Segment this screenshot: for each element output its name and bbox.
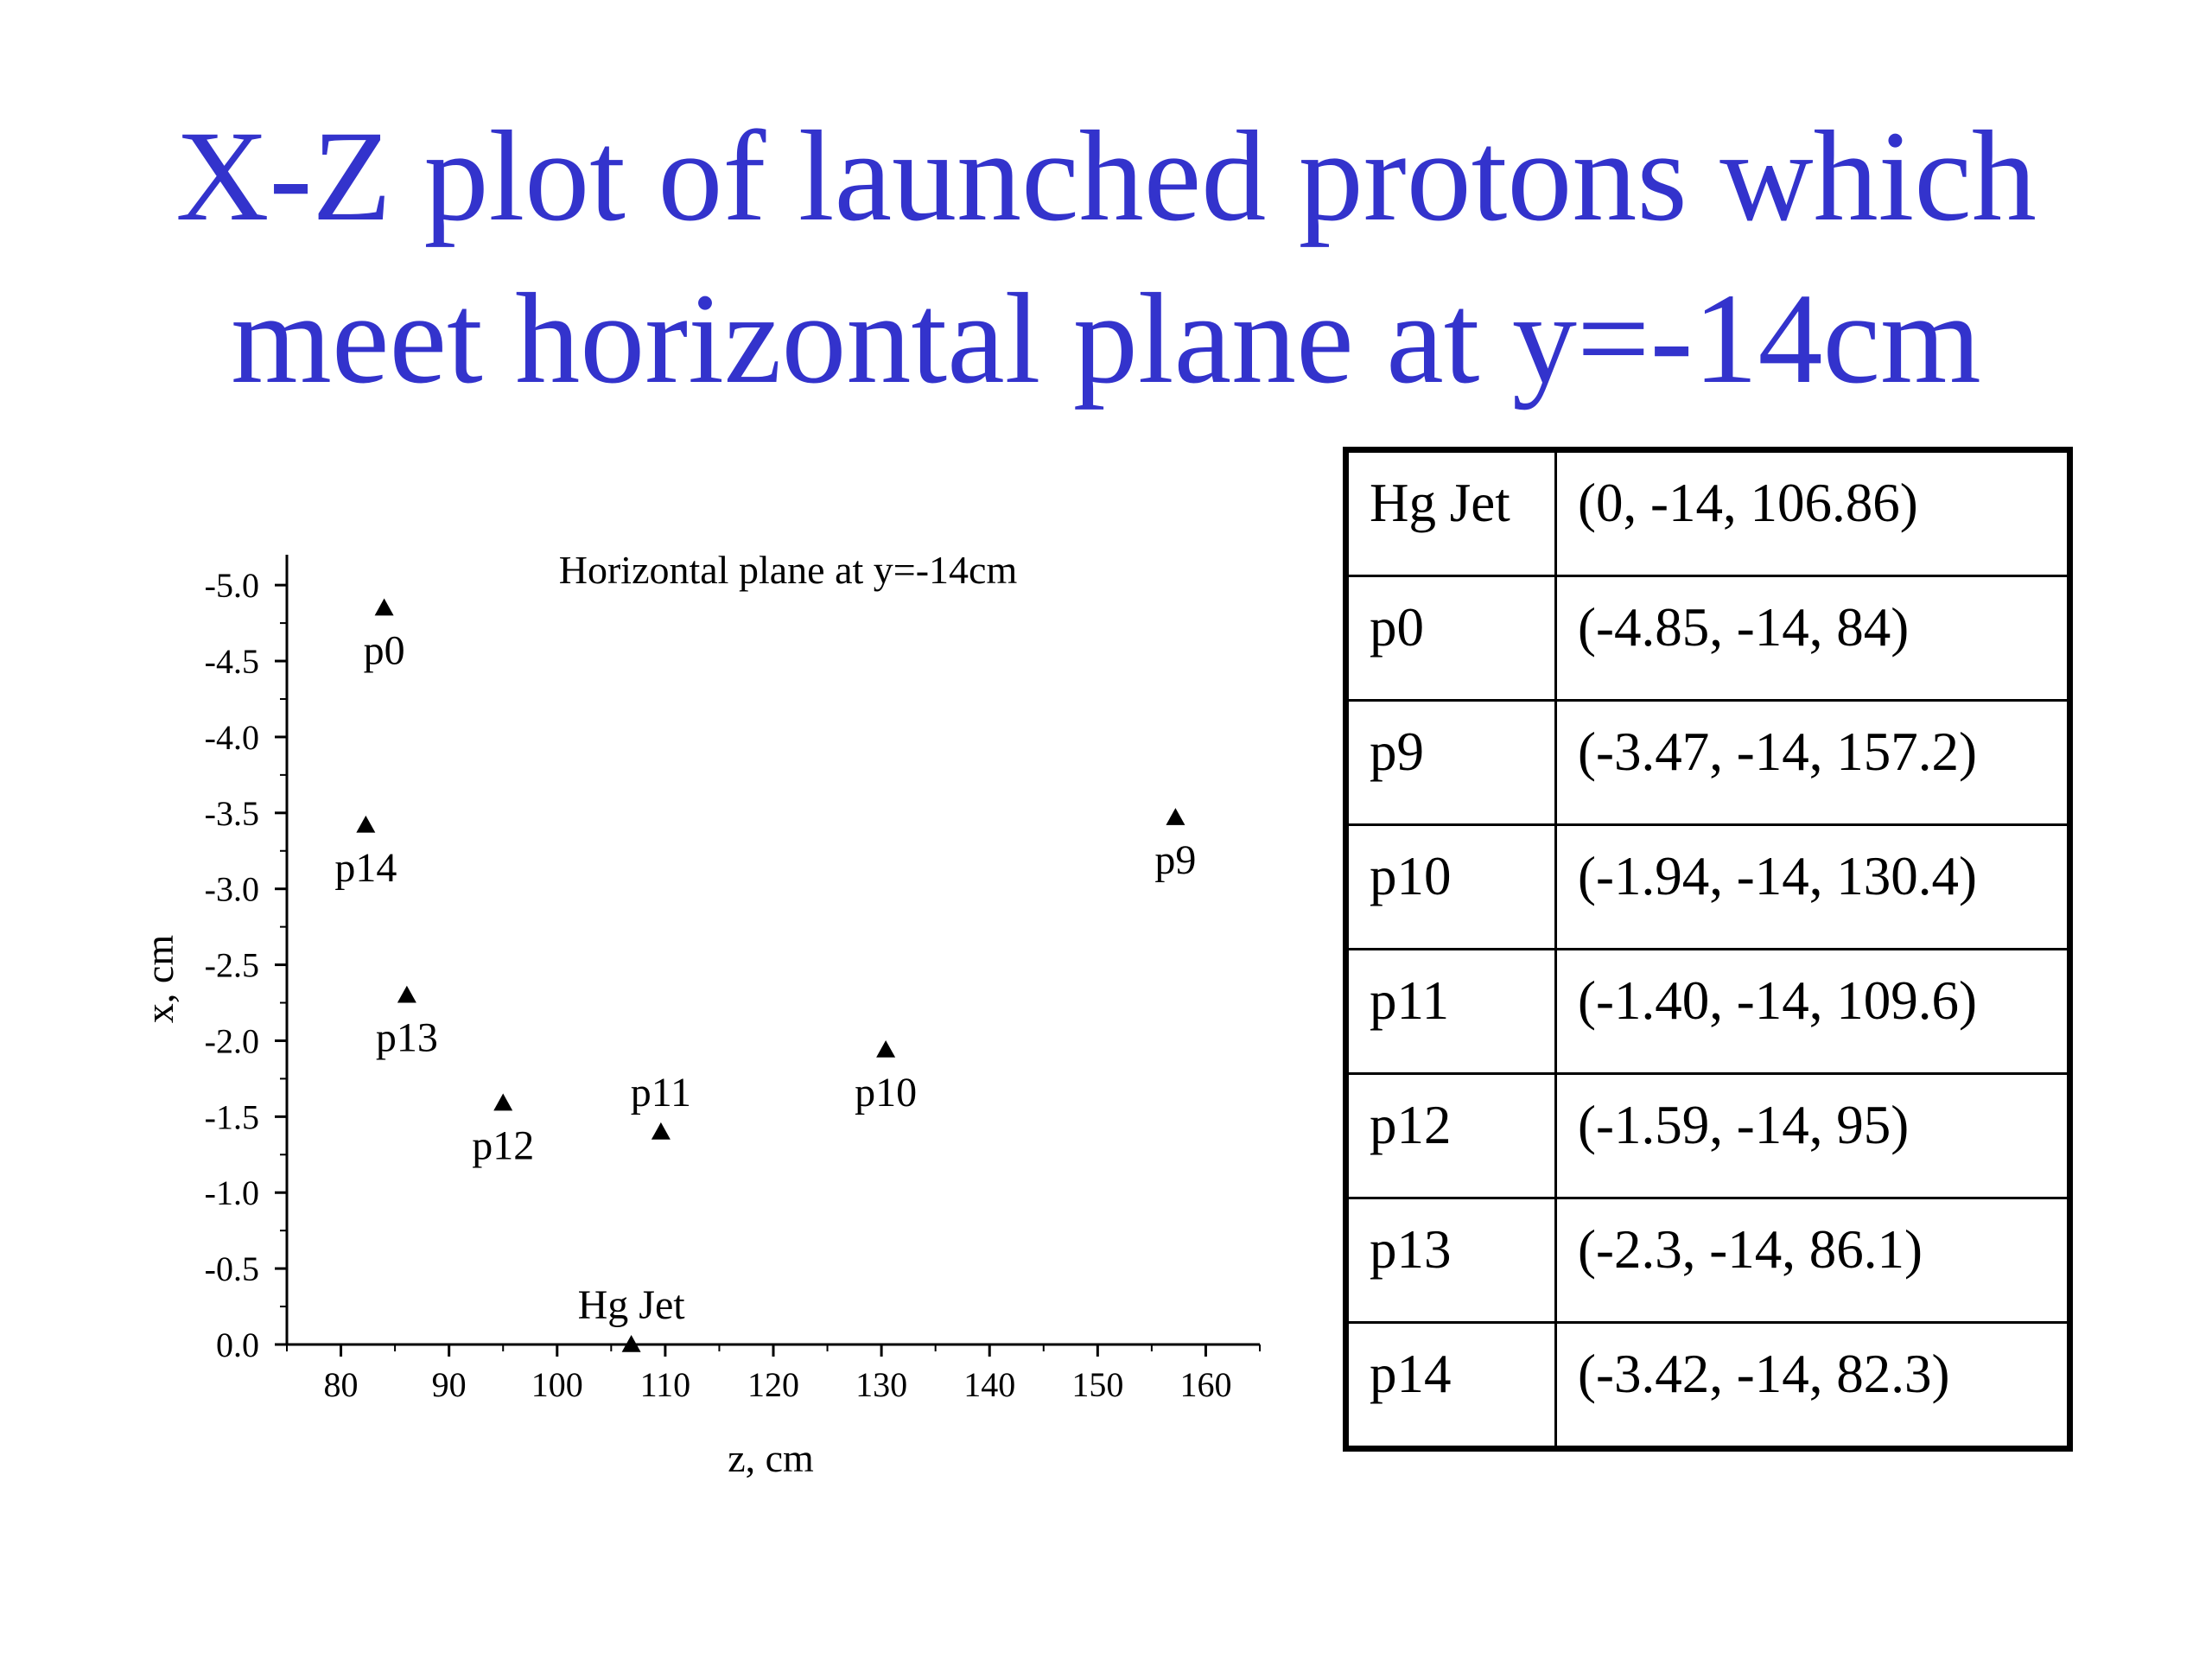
row-name-cell: p0 [1346, 576, 1556, 701]
y-tick-label: 0.0 [216, 1325, 259, 1364]
row-coords-cell: (-3.47, -14, 157.2) [1556, 701, 2070, 825]
data-point-label: p14 [334, 844, 397, 891]
table-row [1346, 576, 2070, 701]
row-coords-cell: (0, -14, 106.86) [1556, 450, 2070, 576]
slide-title-line-2: meet horizontal plane at y=-14cm [231, 267, 1981, 410]
row-coords-cell: (-4.85, -14, 84) [1556, 576, 2070, 701]
data-point-label: p9 [1154, 837, 1197, 884]
row-name-cell: p13 [1346, 1198, 1556, 1323]
data-point-label: p13 [375, 1014, 438, 1061]
plot-marks [334, 599, 1196, 1352]
data-point-marker [397, 986, 416, 1003]
y-tick-label: -4.5 [204, 642, 259, 682]
data-point-label: p0 [363, 627, 405, 674]
x-tick-label: 100 [531, 1365, 583, 1404]
y-tick-label: -1.0 [204, 1173, 259, 1213]
x-tick-label: 150 [1071, 1365, 1124, 1404]
x-tick-label: 130 [855, 1365, 908, 1404]
data-point-label: Hg Jet [577, 1282, 685, 1328]
x-axis-label: z, cm [728, 1436, 814, 1480]
data-point-marker [356, 816, 375, 833]
table-row [1346, 1074, 2070, 1198]
row-name-cell: Hg Jet [1346, 450, 1556, 576]
data-point-marker [1166, 808, 1185, 825]
data-point-marker [876, 1040, 895, 1058]
table-row [1346, 950, 2070, 1074]
row-name-cell: p10 [1346, 825, 1556, 950]
data-point-marker [493, 1094, 512, 1111]
row-coords-cell: (-2.3, -14, 86.1) [1556, 1198, 2070, 1323]
table-row [1346, 450, 2070, 576]
y-tick-label: -4.0 [204, 717, 259, 757]
chart-title: Horizontal plane at y=-14cm [558, 548, 1018, 592]
row-name-cell: p14 [1346, 1323, 1556, 1449]
data-point-label: p12 [472, 1122, 535, 1169]
row-coords-cell: (-1.40, -14, 109.6) [1556, 950, 2070, 1074]
plot-ticks [205, 566, 1260, 1404]
x-tick-label: 160 [1179, 1365, 1232, 1404]
table-row [1346, 1198, 2070, 1323]
slide-title-line-1: X-Z plot of launched protons which [175, 105, 2037, 248]
table-row [1346, 701, 2070, 825]
table-row [1346, 1323, 2070, 1449]
y-axis-label: x, cm [137, 934, 181, 1024]
row-name-cell: p12 [1346, 1074, 1556, 1198]
row-name-cell: p9 [1346, 701, 1556, 825]
data-point-marker [375, 599, 394, 616]
data-point-label: p10 [855, 1070, 918, 1116]
x-tick-label: 120 [747, 1365, 799, 1404]
plot-axes [287, 555, 1260, 1344]
x-tick-label: 80 [323, 1365, 359, 1404]
y-tick-label: -0.5 [204, 1249, 259, 1289]
y-tick-label: -5.0 [204, 566, 259, 606]
y-tick-label: -2.0 [204, 1021, 259, 1061]
row-coords-cell: (-3.42, -14, 82.3) [1556, 1323, 2070, 1449]
data-point-marker [652, 1122, 671, 1140]
x-tick-label: 110 [639, 1365, 691, 1404]
coordinates-table [1343, 447, 2073, 1452]
row-name-cell: p11 [1346, 950, 1556, 1074]
table-row [1346, 825, 2070, 950]
y-tick-label: -1.5 [204, 1097, 259, 1137]
x-tick-label: 90 [431, 1365, 467, 1404]
y-tick-label: -3.0 [204, 869, 259, 909]
row-coords-cell: (-1.59, -14, 95) [1556, 1074, 2070, 1198]
row-coords-cell: (-1.94, -14, 130.4) [1556, 825, 2070, 950]
y-tick-label: -3.5 [204, 793, 259, 833]
x-tick-label: 140 [963, 1365, 1016, 1404]
data-point-label: p11 [630, 1069, 691, 1116]
y-tick-label: -2.5 [204, 945, 259, 985]
